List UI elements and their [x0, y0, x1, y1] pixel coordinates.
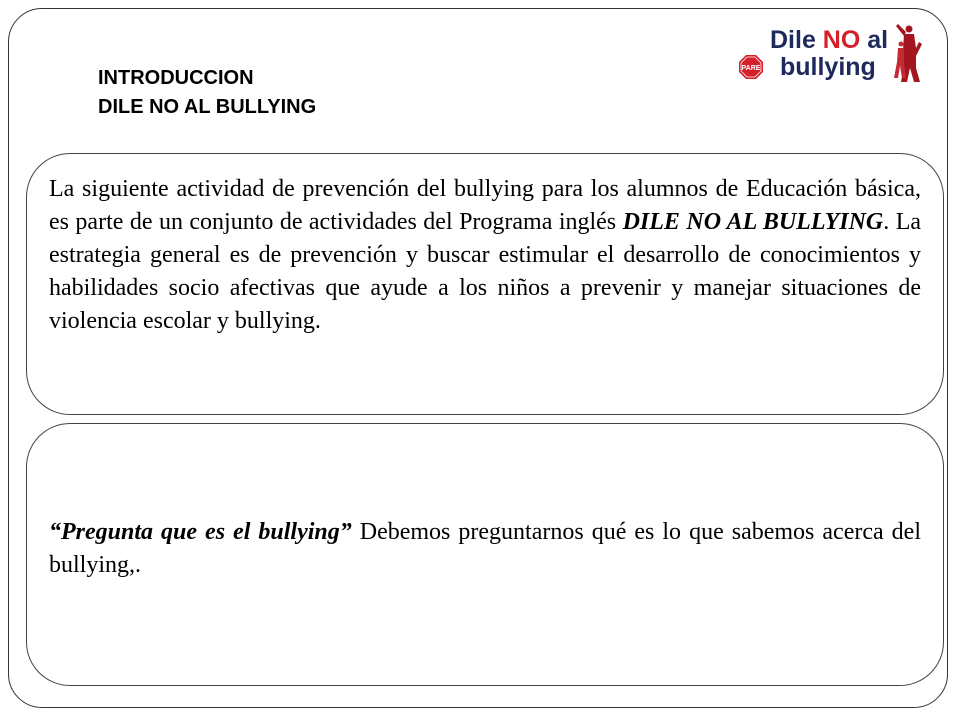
- slide-heading: [98, 64, 316, 122]
- heading-line-dile-no-al-bullying: DILE NO AL BULLYING: [98, 96, 317, 118]
- question-quote: “Pregunta que es el bullying”: [49, 519, 352, 545]
- question-paragraph: [49, 516, 921, 582]
- person-silhouette-icon: [894, 24, 922, 82]
- logo-title-line: Dile NO al: [770, 26, 889, 54]
- intro-text-part1: La siguiente actividad de prevención del bullying para los alumnos de Educación básica, es parte de un conjunto de actividades del Programa inglés: [49, 176, 921, 235]
- stop-sign-icon: [739, 55, 763, 79]
- logo-bullying-text: bullying: [780, 53, 876, 81]
- intro-program-name: DILE NO AL BULLYING: [622, 209, 884, 235]
- question-text-box: [26, 423, 944, 686]
- heading-line-introduccion: INTRODUCCION: [98, 67, 254, 89]
- intro-text-box: [26, 153, 944, 415]
- intro-text-part2: . La estrategia general es de prevención y buscar estimular el desarrollo de conocimientos y habilidades socio afectivas que ayude a los niños a prevenir y manejar situaciones de violencia escolar y bullying.: [49, 209, 922, 334]
- stop-sign-label: PARE: [741, 65, 761, 72]
- question-text-rest: Debemos preguntarnos qué es lo que sabemos acerca del bullying,.: [49, 519, 921, 578]
- intro-paragraph: [49, 173, 921, 338]
- dile-no-al-bullying-logo: [738, 18, 928, 88]
